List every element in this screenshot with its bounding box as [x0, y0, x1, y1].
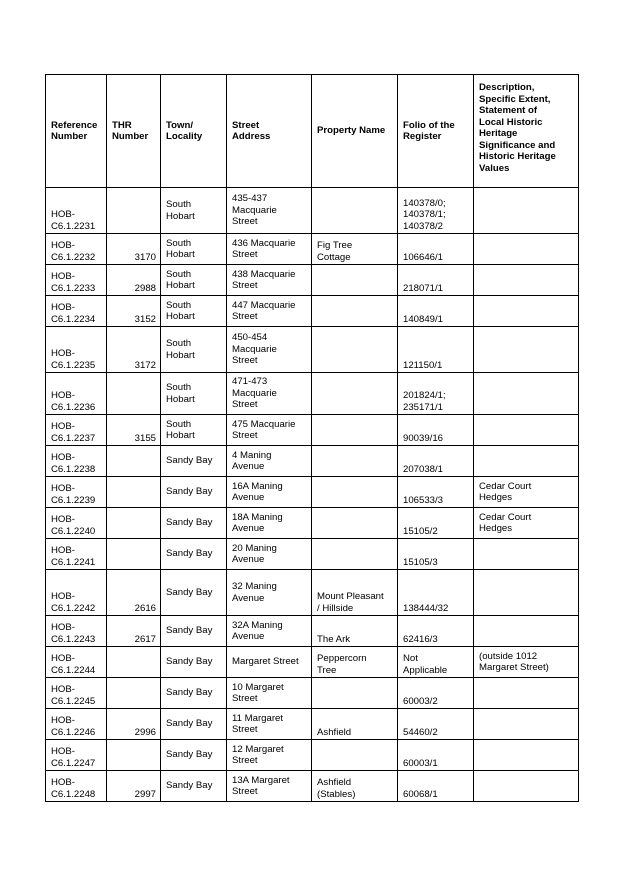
- town-cell: [161, 327, 227, 373]
- folio-cell: [398, 709, 474, 740]
- thr-number-cell: [107, 570, 161, 616]
- thr-number-cell: [107, 415, 161, 446]
- street-address-cell: [227, 327, 312, 373]
- town-cell-text: Sandy Bay: [166, 548, 213, 560]
- property-name-cell: [312, 539, 398, 570]
- reference-number-cell-text: HOB- C6.1.2239: [51, 483, 96, 506]
- description-cell: [474, 415, 579, 446]
- thr-number-cell: [107, 678, 161, 709]
- street-address-cell-text: 32A Maning Avenue: [232, 619, 283, 642]
- folio-cell-text: Not Applicable: [403, 653, 448, 676]
- header-property-name: Property Name: [312, 75, 398, 188]
- town-cell-text: Sandy Bay: [166, 656, 213, 668]
- table-row: [46, 771, 579, 802]
- town-cell-text: Sandy Bay: [166, 718, 213, 730]
- folio-cell-text: 207038/1: [403, 463, 444, 475]
- town-cell-text: Sandy Bay: [166, 455, 213, 467]
- folio-cell-text: 140849/1: [403, 313, 444, 325]
- property-name-cell: [312, 678, 398, 709]
- folio-cell: [398, 508, 474, 539]
- table-body: [46, 188, 579, 802]
- thr-number-cell: [107, 373, 161, 415]
- street-address-cell: [227, 539, 312, 570]
- reference-number-cell: [46, 415, 107, 446]
- property-name-cell-text: Mount Pleasant / Hillside: [317, 591, 384, 614]
- reference-number-cell-text: HOB- C6.1.2241: [51, 545, 96, 568]
- description-cell: [474, 539, 579, 570]
- folio-cell: [398, 771, 474, 802]
- table-row: [46, 327, 579, 373]
- folio-cell: [398, 296, 474, 327]
- reference-number-cell: [46, 188, 107, 234]
- street-address-cell: [227, 234, 312, 265]
- folio-cell-text: 140378/0; 140378/1; 140378/2: [403, 197, 446, 232]
- folio-cell-text: 15105/3: [403, 556, 438, 568]
- town-cell: [161, 188, 227, 234]
- table-row: [46, 508, 579, 539]
- property-name-cell: [312, 570, 398, 616]
- reference-number-cell-text: HOB- C6.1.2238: [51, 452, 96, 475]
- reference-number-cell: [46, 539, 107, 570]
- reference-number-cell-text: HOB- C6.1.2246: [51, 715, 96, 738]
- town-cell: [161, 508, 227, 539]
- folio-cell: [398, 327, 474, 373]
- town-cell-text: South Hobart: [166, 418, 195, 441]
- town-cell-text: South Hobart: [166, 199, 195, 222]
- reference-number-cell: [46, 296, 107, 327]
- thr-number-cell-text: 2616: [134, 602, 156, 614]
- heritage-register-table: [45, 74, 579, 802]
- street-address-cell-text: 447 Macquarie Street: [232, 299, 296, 322]
- street-address-cell-text: 11 Margaret Street: [232, 712, 284, 735]
- property-name-cell-text: Fig Tree Cottage: [317, 240, 353, 263]
- property-name-cell-text: The Ark: [317, 633, 351, 645]
- table-row: [46, 647, 579, 678]
- thr-number-cell-text: 2988: [134, 282, 156, 294]
- reference-number-cell-text: HOB- C6.1.2242: [51, 591, 96, 614]
- thr-number-cell: [107, 234, 161, 265]
- street-address-cell: [227, 265, 312, 296]
- property-name-cell: [312, 508, 398, 539]
- reference-number-cell-text: HOB- C6.1.2244: [51, 653, 96, 676]
- thr-number-cell-text: 2617: [134, 633, 156, 645]
- folio-cell-text: 106533/3: [403, 494, 444, 506]
- street-address-cell-text: 16A Maning Avenue: [232, 480, 283, 503]
- reference-number-cell: [46, 373, 107, 415]
- header-description: Description, Specific Extent, Statement of Local Historic Heritage Significance and Historic Heritage Values: [474, 75, 579, 188]
- street-address-cell: [227, 616, 312, 647]
- folio-cell-text: 60003/2: [403, 695, 438, 707]
- reference-number-cell: [46, 446, 107, 477]
- table-row: [46, 678, 579, 709]
- folio-cell-text: 60068/1: [403, 788, 438, 800]
- town-cell-text: Sandy Bay: [166, 486, 213, 498]
- property-name-cell: [312, 327, 398, 373]
- town-cell: [161, 647, 227, 678]
- property-name-cell-text: Peppercorn Tree: [317, 653, 367, 676]
- folio-cell: [398, 234, 474, 265]
- street-address-cell-text: 475 Macquarie Street: [232, 418, 296, 441]
- thr-number-cell: [107, 539, 161, 570]
- reference-number-cell-text: HOB- C6.1.2240: [51, 514, 96, 537]
- property-name-cell: [312, 709, 398, 740]
- reference-number-cell-text: HOB- C6.1.2247: [51, 746, 96, 769]
- reference-number-cell: [46, 508, 107, 539]
- table-row: [46, 740, 579, 771]
- table-row: [46, 539, 579, 570]
- table-row: [46, 265, 579, 296]
- town-cell-text: South Hobart: [166, 268, 195, 291]
- folio-cell: [398, 188, 474, 234]
- reference-number-cell: [46, 327, 107, 373]
- description-cell: [474, 709, 579, 740]
- reference-number-cell: [46, 678, 107, 709]
- description-cell-text: (outside 1012 Margaret Street): [479, 650, 549, 673]
- property-name-cell: [312, 616, 398, 647]
- description-cell-text: Cedar Court Hedges: [479, 480, 532, 503]
- reference-number-cell-text: HOB- C6.1.2234: [51, 302, 96, 325]
- reference-number-cell: [46, 570, 107, 616]
- street-address-cell: [227, 296, 312, 327]
- folio-cell: [398, 570, 474, 616]
- folio-cell-text: 138444/32: [403, 602, 449, 614]
- town-cell-text: Sandy Bay: [166, 749, 213, 761]
- street-address-cell-text: 10 Margaret Street: [232, 681, 284, 704]
- thr-number-cell-text: 3155: [134, 432, 156, 444]
- property-name-cell: [312, 647, 398, 678]
- town-cell: [161, 296, 227, 327]
- thr-number-cell-text: 3172: [134, 359, 156, 371]
- thr-number-cell-text: 2996: [134, 726, 156, 738]
- property-name-cell: [312, 740, 398, 771]
- street-address-cell: [227, 647, 312, 678]
- street-address-cell-text: 435-437 Macquarie Street: [232, 193, 277, 228]
- thr-number-cell: [107, 740, 161, 771]
- thr-number-cell: [107, 709, 161, 740]
- folio-cell-text: 62416/3: [403, 633, 438, 645]
- thr-number-cell: [107, 771, 161, 802]
- description-cell: [474, 678, 579, 709]
- town-cell: [161, 415, 227, 446]
- town-cell-text: Sandy Bay: [166, 687, 213, 699]
- property-name-cell: [312, 771, 398, 802]
- reference-number-cell-text: HOB- C6.1.2233: [51, 271, 96, 294]
- town-cell: [161, 234, 227, 265]
- street-address-cell-text: 20 Maning Avenue: [232, 542, 277, 565]
- town-cell: [161, 616, 227, 647]
- description-cell: [474, 327, 579, 373]
- table-row: [46, 616, 579, 647]
- table-row: [46, 234, 579, 265]
- town-cell-text: Sandy Bay: [166, 517, 213, 529]
- table-row: [46, 373, 579, 415]
- thr-number-cell: [107, 188, 161, 234]
- town-cell: [161, 709, 227, 740]
- thr-number-cell: [107, 647, 161, 678]
- town-cell: [161, 539, 227, 570]
- table-row: [46, 188, 579, 234]
- property-name-cell: [312, 296, 398, 327]
- thr-number-cell: [107, 327, 161, 373]
- thr-number-cell-text: 3152: [134, 313, 156, 325]
- description-cell: [474, 188, 579, 234]
- town-cell: [161, 678, 227, 709]
- table-row: [46, 709, 579, 740]
- town-cell: [161, 740, 227, 771]
- street-address-cell-text: 12 Margaret Street: [232, 743, 284, 766]
- reference-number-cell: [46, 709, 107, 740]
- property-name-cell-text: Ashfield: [317, 726, 352, 738]
- town-cell-text: South Hobart: [166, 338, 195, 361]
- thr-number-cell: [107, 477, 161, 508]
- reference-number-cell-text: HOB- C6.1.2236: [51, 390, 96, 413]
- thr-number-cell-text: 3170: [134, 251, 156, 263]
- street-address-cell-text: 32 Maning Avenue: [232, 581, 277, 604]
- street-address-cell: [227, 188, 312, 234]
- folio-cell: [398, 616, 474, 647]
- header-reference-number: Reference Number: [46, 75, 107, 188]
- description-cell-text: Cedar Court Hedges: [479, 511, 532, 534]
- property-name-cell: [312, 373, 398, 415]
- town-cell-text: South Hobart: [166, 299, 195, 322]
- street-address-cell: [227, 415, 312, 446]
- header-row: [46, 75, 579, 188]
- property-name-cell: [312, 415, 398, 446]
- street-address-cell: [227, 678, 312, 709]
- property-name-cell-text: Ashfield (Stables): [317, 777, 356, 800]
- folio-cell: [398, 647, 474, 678]
- street-address-cell: [227, 446, 312, 477]
- property-name-cell: [312, 188, 398, 234]
- town-cell-text: South Hobart: [166, 382, 195, 405]
- town-cell-text: Sandy Bay: [166, 780, 213, 792]
- reference-number-cell-text: HOB- C6.1.2237: [51, 421, 96, 444]
- folio-cell: [398, 265, 474, 296]
- property-name-cell: [312, 446, 398, 477]
- reference-number-cell: [46, 477, 107, 508]
- description-cell: [474, 771, 579, 802]
- street-address-cell-text: 471-473 Macquarie Street: [232, 376, 277, 411]
- folio-cell-text: 15105/2: [403, 525, 438, 537]
- description-cell: [474, 570, 579, 616]
- reference-number-cell-text: HOB- C6.1.2232: [51, 240, 96, 263]
- thr-number-cell: [107, 508, 161, 539]
- street-address-cell: [227, 373, 312, 415]
- property-name-cell: [312, 234, 398, 265]
- folio-cell: [398, 373, 474, 415]
- description-cell: [474, 616, 579, 647]
- street-address-cell: [227, 740, 312, 771]
- reference-number-cell: [46, 616, 107, 647]
- folio-cell: [398, 446, 474, 477]
- town-cell: [161, 477, 227, 508]
- folio-cell: [398, 477, 474, 508]
- folio-cell-text: 121150/1: [403, 359, 443, 371]
- town-cell: [161, 265, 227, 296]
- folio-cell: [398, 415, 474, 446]
- description-cell: [474, 265, 579, 296]
- description-cell: [474, 508, 579, 539]
- street-address-cell: [227, 771, 312, 802]
- town-cell: [161, 446, 227, 477]
- reference-number-cell: [46, 740, 107, 771]
- street-address-cell-text: 438 Macquarie Street: [232, 268, 296, 291]
- table-row: [46, 296, 579, 327]
- property-name-cell: [312, 477, 398, 508]
- description-cell: [474, 446, 579, 477]
- town-cell-text: Sandy Bay: [166, 625, 213, 637]
- thr-number-cell: [107, 265, 161, 296]
- thr-number-cell: [107, 296, 161, 327]
- town-cell: [161, 373, 227, 415]
- table-row: [46, 415, 579, 446]
- street-address-cell: [227, 570, 312, 616]
- description-cell: [474, 647, 579, 678]
- street-address-cell: [227, 709, 312, 740]
- reference-number-cell-text: HOB- C6.1.2235: [51, 348, 96, 371]
- header-street-address: Street Address: [227, 75, 312, 188]
- street-address-cell-text: 18A Maning Avenue: [232, 511, 283, 534]
- folio-cell-text: 106646/1: [403, 251, 444, 263]
- reference-number-cell-text: HOB- C6.1.2243: [51, 622, 96, 645]
- street-address-cell-text: 436 Macquarie Street: [232, 237, 296, 260]
- description-cell: [474, 740, 579, 771]
- folio-cell: [398, 740, 474, 771]
- property-name-cell: [312, 265, 398, 296]
- town-cell-text: South Hobart: [166, 237, 195, 260]
- thr-number-cell: [107, 446, 161, 477]
- header-town-locality: Town/ Locality: [161, 75, 227, 188]
- reference-number-cell: [46, 771, 107, 802]
- description-cell: [474, 477, 579, 508]
- town-cell: [161, 570, 227, 616]
- reference-number-cell: [46, 647, 107, 678]
- thr-number-cell-text: 2997: [134, 788, 156, 800]
- folio-cell-text: 60003/1: [403, 757, 438, 769]
- folio-cell: [398, 678, 474, 709]
- street-address-cell-text: 4 Maning Avenue: [232, 449, 272, 472]
- folio-cell-text: 54460/2: [403, 726, 438, 738]
- street-address-cell-text: 450-454 Macquarie Street: [232, 332, 277, 367]
- reference-number-cell: [46, 265, 107, 296]
- thr-number-cell: [107, 616, 161, 647]
- street-address-cell-text: 13A Margaret Street: [232, 774, 290, 797]
- reference-number-cell: [46, 234, 107, 265]
- description-cell: [474, 373, 579, 415]
- reference-number-cell-text: HOB- C6.1.2231: [51, 209, 96, 232]
- description-cell: [474, 296, 579, 327]
- town-cell-text: Sandy Bay: [166, 586, 213, 598]
- town-cell: [161, 771, 227, 802]
- table-row: [46, 477, 579, 508]
- description-cell: [474, 234, 579, 265]
- folio-cell-text: 90039/16: [403, 432, 444, 444]
- table-row: [46, 570, 579, 616]
- folio-cell: [398, 539, 474, 570]
- street-address-cell-text: Margaret Street: [232, 656, 299, 668]
- header-thr-number: THR Number: [107, 75, 161, 188]
- folio-cell-text: 201824/1; 235171/1: [403, 390, 446, 413]
- folio-cell-text: 218071/1: [403, 282, 444, 294]
- header-folio: Folio of the Register: [398, 75, 474, 188]
- street-address-cell: [227, 508, 312, 539]
- table-row: [46, 446, 579, 477]
- reference-number-cell-text: HOB- C6.1.2245: [51, 684, 96, 707]
- street-address-cell: [227, 477, 312, 508]
- reference-number-cell-text: HOB- C6.1.2248: [51, 777, 96, 800]
